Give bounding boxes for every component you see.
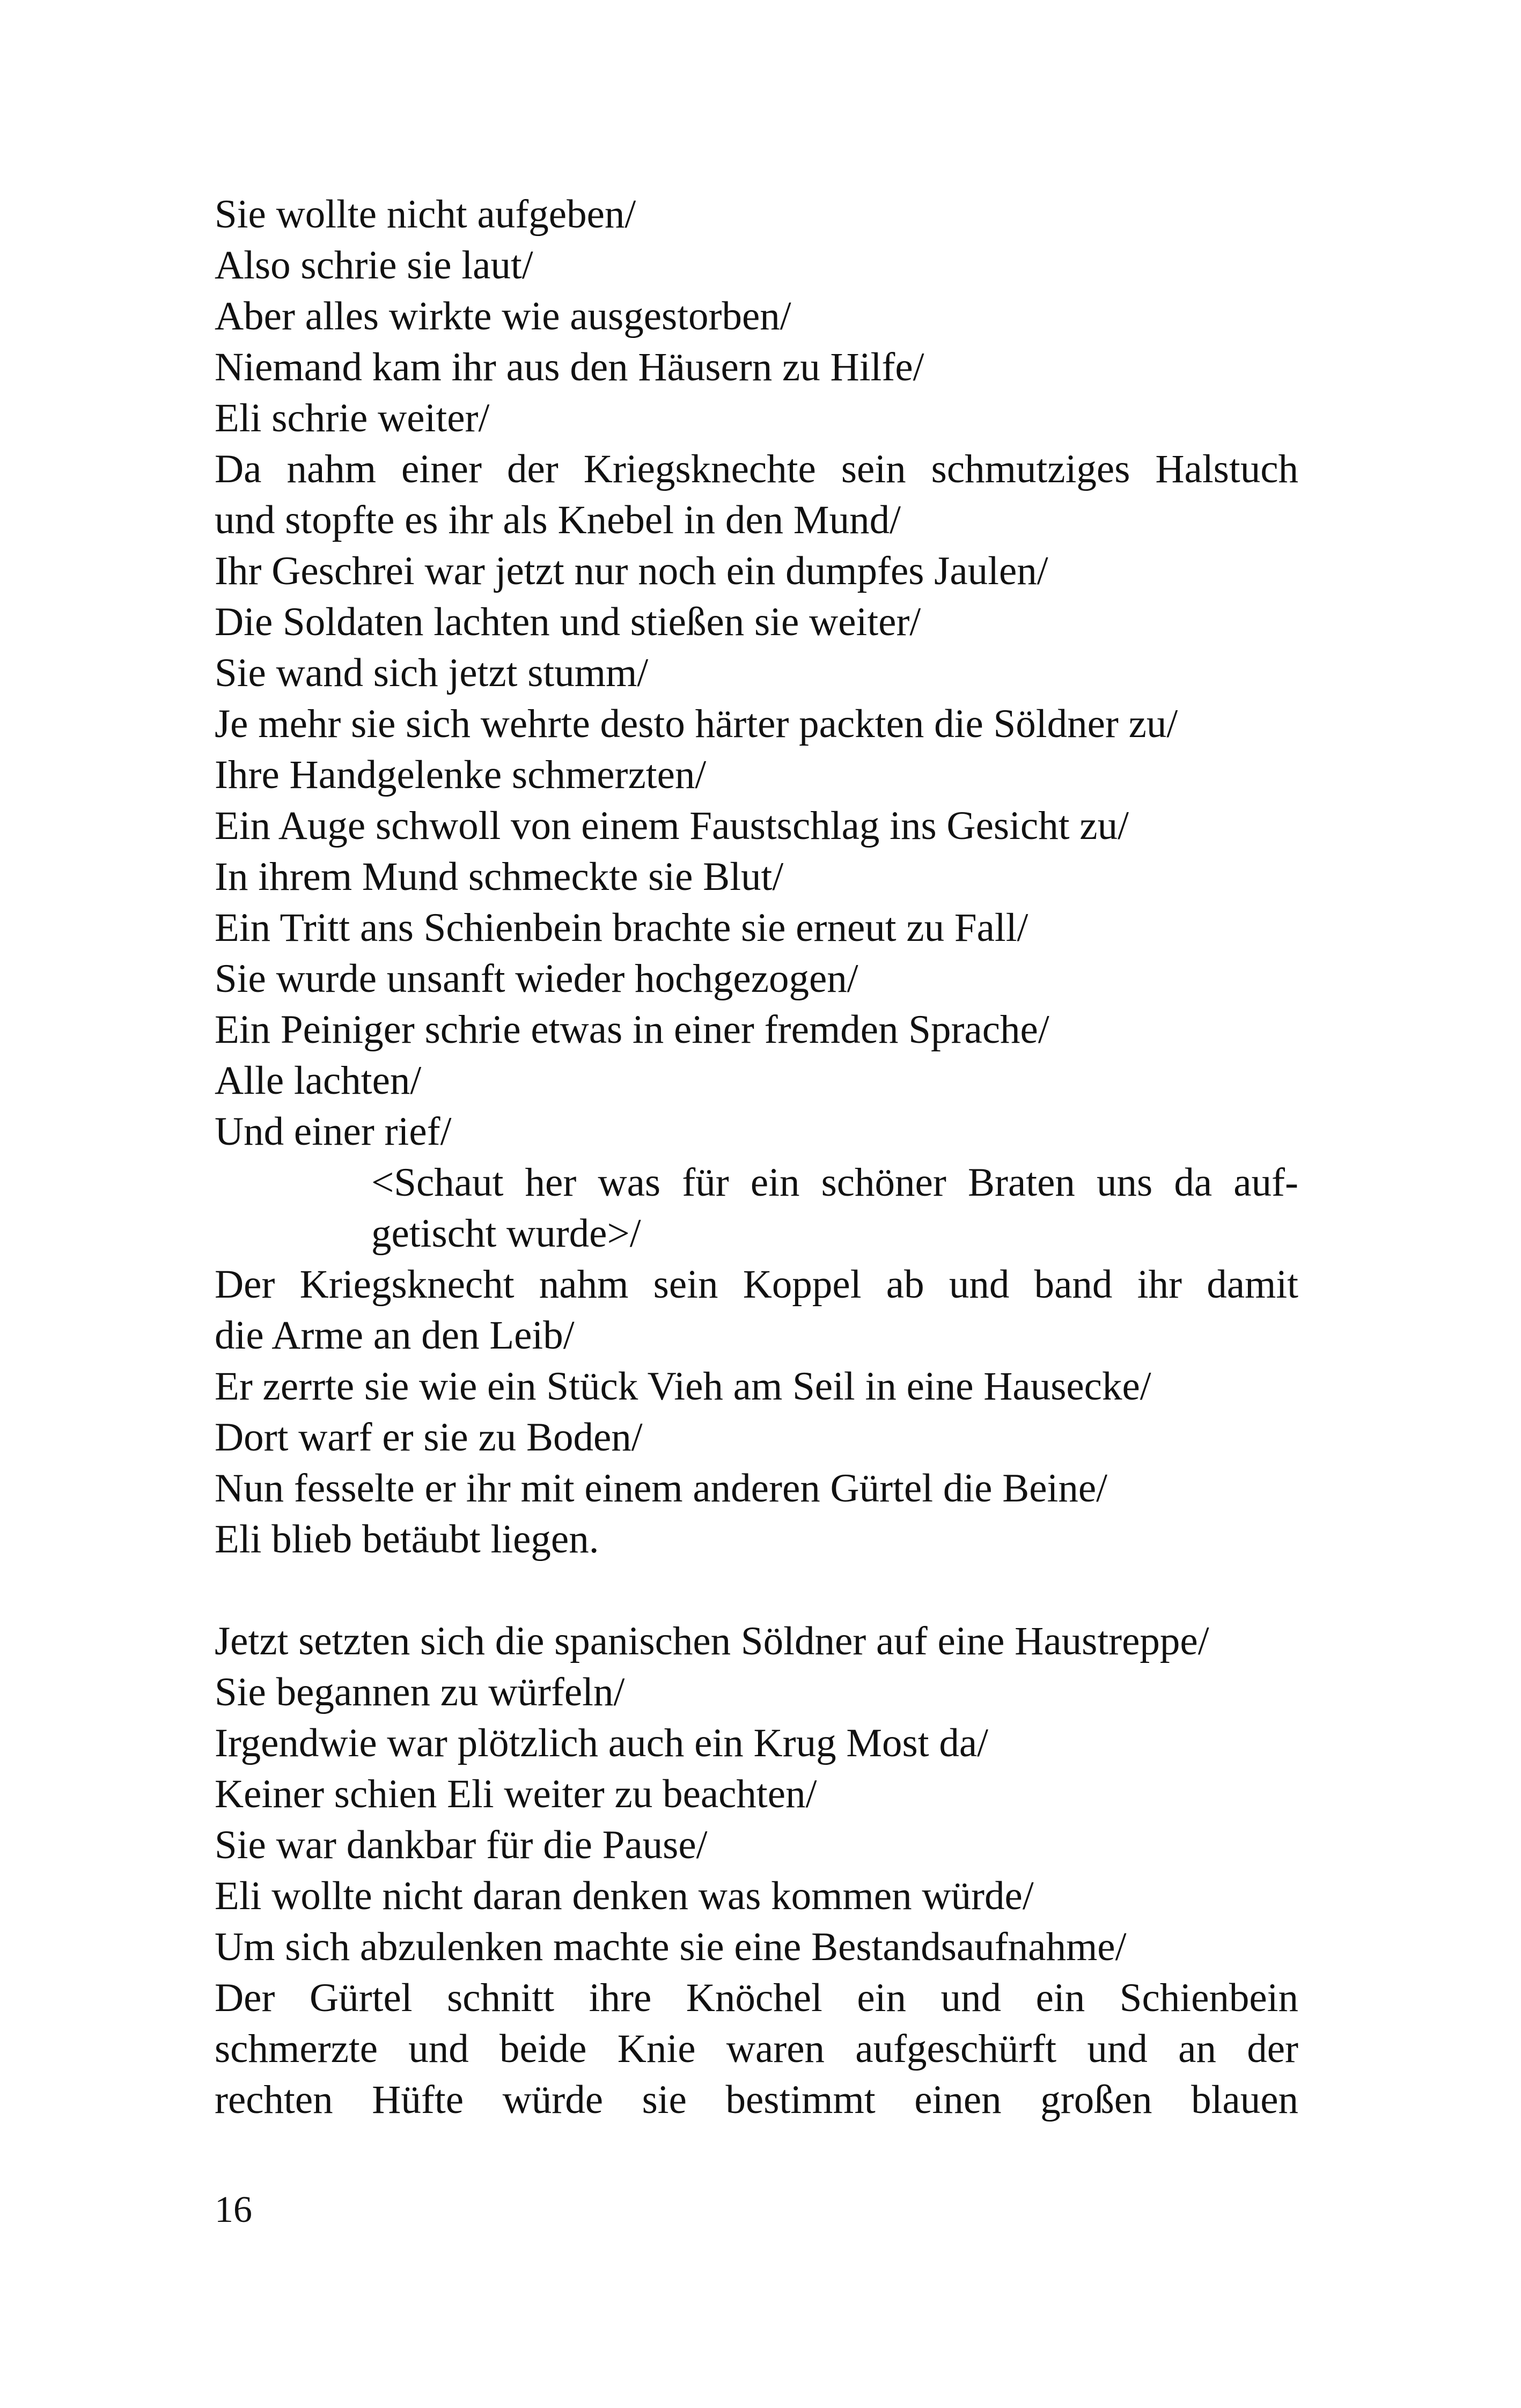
text-line: Irgendwie war plötzlich auch ein Krug Most da/ — [215, 1721, 988, 1765]
text-line: Sie begannen zu würfeln/ — [215, 1670, 625, 1714]
text-line: Er zerrte sie wie ein Stück Vieh am Seil in eine Hausecke/ — [215, 1364, 1151, 1409]
text-line: Je mehr sie sich wehrte desto härter packten die Söldner zu/ — [215, 702, 1178, 746]
quoted-speech-line: <Schaut her was für ein schöner Braten uns da auf- — [371, 1160, 1298, 1205]
text-line: Keiner schien Eli weiter zu beachten/ — [215, 1772, 817, 1816]
text-line: Aber alles wirkte wie ausgestorben/ — [215, 294, 791, 338]
text-line: Und einer rief/ — [215, 1109, 452, 1154]
text-line: Der Gürtel schnitt ihre Knöchel ein und ein Schienbein — [215, 1976, 1298, 2020]
text-line: Ein Tritt ans Schienbein brachte sie erneut zu Fall/ — [215, 905, 1028, 950]
text-line: und stopfte es ihr als Knebel in den Mund/ — [215, 498, 901, 542]
text-line: Eli wollte nicht daran denken was kommen würde/ — [215, 1874, 1034, 1918]
text-line: Ein Auge schwoll von einem Faustschlag ins Gesicht zu/ — [215, 804, 1129, 848]
text-line: Der Kriegsknecht nahm sein Koppel ab und band ihr damit — [215, 1262, 1298, 1307]
text-line: Eli schrie weiter/ — [215, 396, 490, 440]
text-line: Um sich abzulenken machte sie eine Bestandsaufnahme/ — [215, 1925, 1127, 1969]
text-line: Sie wollte nicht aufgeben/ — [215, 192, 636, 237]
text-line: Sie wurde unsanft wieder hochgezogen/ — [215, 956, 858, 1001]
text-line: Nun fesselte er ihr mit einem anderen Gürtel die Beine/ — [215, 1466, 1107, 1511]
text-line: Ihre Handgelenke schmerzten/ — [215, 753, 707, 797]
text-line: Alle lachten/ — [215, 1058, 422, 1103]
text-line: die Arme an den Leib/ — [215, 1313, 575, 1358]
text-line: Niemand kam ihr aus den Häusern zu Hilfe/ — [215, 345, 924, 389]
paragraph-gap — [215, 1565, 1298, 1616]
quoted-speech-line: getischt wurde>/ — [371, 1211, 641, 1256]
text-line: Die Soldaten lachten und stießen sie weiter/ — [215, 600, 921, 644]
text-line: Ihr Geschrei war jetzt nur noch ein dumpfes Jaulen/ — [215, 549, 1048, 593]
text-line: Jetzt setzten sich die spanischen Söldner auf eine Haustreppe/ — [215, 1619, 1209, 1663]
text-line: Da nahm einer der Kriegsknechte sein schmutziges Halstuch — [215, 447, 1298, 491]
text-line: In ihrem Mund schmeckte sie Blut/ — [215, 855, 784, 899]
text-line: Dort warf er sie zu Boden/ — [215, 1415, 643, 1460]
text-line: Sie war dankbar für die Pause/ — [215, 1823, 708, 1867]
text-line: Ein Peiniger schrie etwas in einer fremden Sprache/ — [215, 1007, 1049, 1052]
text-line: rechten Hüfte würde sie bestimmt einen großen blauen — [215, 2078, 1298, 2122]
page-body-text — [215, 189, 1298, 2125]
text-line: schmerzte und beide Knie waren aufgeschürft und an der — [215, 2027, 1298, 2071]
page-number: 16 — [215, 2189, 252, 2230]
text-line: Also schrie sie laut/ — [215, 243, 533, 288]
text-line: Eli blieb betäubt liegen. — [215, 1517, 599, 1562]
text-line: Sie wand sich jetzt stumm/ — [215, 651, 649, 695]
